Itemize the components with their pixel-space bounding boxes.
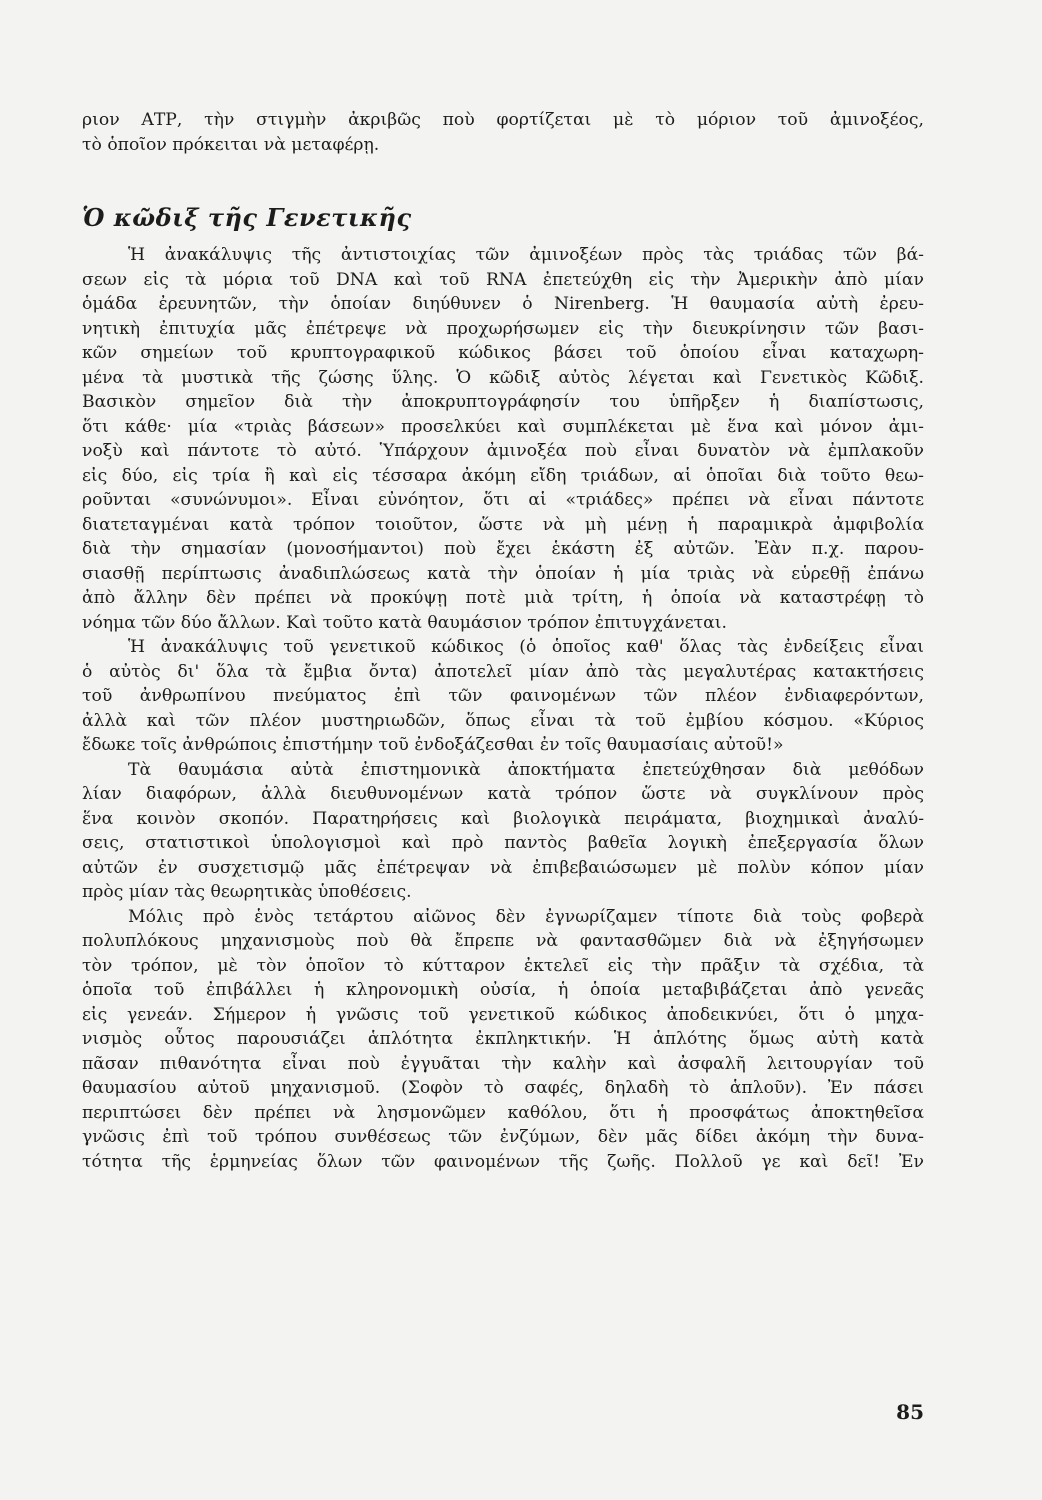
text-line: ἔδωκε τοῖς ἀνθρώποις ἐπιστήμην τοῦ ἐνδοξάζεσθαι ἐν τοῖς θαυμασίαις αὐτοῦ!» [82,735,784,755]
text-line: ὁ αὐτὸς δι' ὅλα τὰ ἔμβια ὄντα) ἀποτελεῖ μίαν ἀπὸ τὰς μεγαλυτέρας κατακτήσεις [82,661,924,682]
text-line: διατεταγμέναι κατὰ τρόπον τοιοῦτον, ὥστε νὰ μὴ μένῃ ἡ παραμικρὰ ἀμφιβολία [82,514,924,535]
text-line: εἰς δύο, εἰς τρία ἢ καὶ εἰς τέσσαρα ἀκόμη εἴδη τριάδων, αἱ ὁποῖαι διὰ τοῦτο θεω- [82,465,924,486]
section-heading: Ὁ κῶδιξ τῆς Γενετικῆς [82,203,412,232]
paragraph-2 [82,635,924,758]
text-line: μένα τὰ μυστικὰ τῆς ζώσης ὕλης. Ὁ κῶδιξ αὐτὸς λέγεται καὶ Γενετικὸς Κῶδιξ. [82,367,924,388]
text-line: πρὸς μίαν τὰς θεωρητικὰς ὑποθέσεις. [82,882,412,902]
text-line: ὁποῖα τοῦ ἐπιβάλλει ἡ κληρονομικὴ οὐσία, ἡ ὁποία μεταβιβάζεται ἀπὸ γενεᾶς [82,980,924,1000]
text-line: Μόλις πρὸ ἑνὸς τετάρτου αἰῶνος δὲν ἐγνωρίζαμεν τίποτε διὰ τοὺς φοβερὰ [128,906,924,927]
text-line: σιασθῇ περίπτωσις ἀναδιπλώσεως κατὰ τὴν ὁποίαν ἡ μία τριὰς νὰ εὑρεθῇ ἐπάνω [82,563,924,584]
text-line: πᾶσαν πιθανότητα εἶναι ποὺ ἐγγυᾶται τὴν καλὴν καὶ ἀσφαλῆ λειτουργίαν τοῦ [82,1053,924,1074]
text-line: αὐτῶν ἐν συσχετισμῷ μᾶς ἐπέτρεψαν νὰ ἐπιβεβαιώσωμεν μὲ πολὺν κόπον μίαν [82,857,924,878]
text-line: σεις, στατιστικοὶ ὑπολογισμοὶ καὶ πρὸ παντὸς βαθεῖα λογικὴ ἐπεξεργασία ὅλων [82,833,924,853]
text-line: νοξὺ καὶ πάντοτε τὸ αὐτό. Ὑπάρχουν ἀμινοξέα ποὺ εἶναι δυνατὸν νὰ ἐμπλακοῦν [82,441,924,461]
paragraph-1 [82,243,924,635]
paragraph-4 [82,905,924,1175]
text-line: νόημα τῶν δύο ἄλλων. Καὶ τοῦτο κατὰ θαυμάσιον τρόπον ἐπιτυγχάνεται. [82,612,727,633]
text-line: ἕνα κοινὸν σκοπόν. Παρατηρήσεις καὶ βιολογικὰ πειράματα, βιοχημικαὶ ἀναλύ- [82,808,924,829]
text-line: ἀλλὰ καὶ τῶν πλέον μυστηριωδῶν, ὅπως εἶναι τὰ τοῦ ἐμβίου κόσμου. «Κύριος [82,710,924,731]
text-line: εἰς γενεάν. Σήμερον ἡ γνῶσις τοῦ γενετικοῦ κώδικος ἀποδεικνύει, ὅτι ὁ μηχα- [82,1004,924,1025]
text-line: θαυμασίου αὐτοῦ μηχανισμοῦ. (Σοφὸν τὸ σαφές, δηλαδὴ τὸ ἁπλοῦν). Ἐν πάσει [82,1078,924,1098]
text-line: ἀπὸ ἄλλην δὲν πρέπει νὰ προκύψῃ ποτὲ μιὰ τρίτη, ἡ ὁποία νὰ καταστρέφῃ τὸ [82,588,924,608]
text-line: ριον ΑΤΡ, τὴν στιγμὴν ἀκριβῶς ποὺ φορτίζεται μὲ τὸ μόριον τοῦ ἀμινοξέος, [82,110,924,130]
text-line: λίαν διαφόρων, ἀλλὰ διευθυνομένων κατὰ τρόπον ὥστε νὰ συγκλίνουν πρὸς [82,784,924,804]
text-line: ὅτι κάθε· μία «τριὰς βάσεων» προσελκύει καὶ συμπλέκεται μὲ ἕνα καὶ μόνον ἀμι- [82,416,924,437]
text-line: Ἡ ἀνακάλυψις τῆς ἀντιστοιχίας τῶν ἀμινοξέων πρὸς τὰς τριάδας τῶν βά- [128,245,924,265]
text-line: κῶν σημείων τοῦ κρυπτογραφικοῦ κώδικος βάσει τοῦ ὁποίου εἶναι καταχωρη- [82,343,924,363]
text-line: πολυπλόκους μηχανισμοὺς ποὺ θὰ ἔπρεπε νὰ φαντασθῶμεν διὰ νὰ ἐξηγήσωμεν [82,931,924,951]
text-line: Ἡ ἀνακάλυψις τοῦ γενετικοῦ κώδικος (ὁ ὁποῖος καθ' ὅλας τὰς ἐνδείξεις εἶναι [128,637,924,657]
text-line: ροῦνται «συνώνυμοι». Εἶναι εὐνόητον, ὅτι αἱ «τριάδες» πρέπει νὰ εἶναι πάντοτε [82,490,924,510]
text-line: Βασικὸν σημεῖον διὰ τὴν ἀποκρυπτογράφησίν του ὑπῆρξεν ἡ διαπίστωσις, [82,392,924,412]
text-line: τότητα τῆς ἑρμηνείας ὅλων τῶν φαινομένων τῆς ζωῆς. Πολλοῦ γε καὶ δεῖ! Ἐν [82,1151,924,1172]
text-line: ὁμάδα ἐρευνητῶν, τὴν ὁποίαν διηύθυνεν ὁ Nirenberg. Ἡ θαυμασία αὐτὴ ἐρευ- [82,294,924,314]
text-line: γνῶσις ἐπὶ τοῦ τρόπου συνθέσεως τῶν ἐνζύμων, δὲν μᾶς δίδει ἀκόμη τὴν δυνα- [82,1127,924,1147]
text-line: σεων εἰς τὰ μόρια τοῦ DNA καὶ τοῦ RNA ἐπετεύχθη εἰς τὴν Ἀμερικὴν ἀπὸ μίαν [82,269,924,290]
text-line: Τὰ θαυμάσια αὐτὰ ἐπιστημονικὰ ἀποκτήματα ἐπετεύχθησαν διὰ μεθόδων [128,759,924,780]
text-line: νητικὴ ἐπιτυχία μᾶς ἐπέτρεψε νὰ προχωρήσωμεν εἰς τὴν διευκρίνησιν τῶν βασι- [82,318,924,339]
text-line: τὸ ὁποῖον πρόκειται νὰ μεταφέρῃ. [82,134,380,155]
text-line: διὰ τὴν σημασίαν (μονοσήμαντοι) ποὺ ἔχει ἑκάστη ἐξ αὐτῶν. Ἐὰν π.χ. παρου- [82,539,924,559]
text-line: τοῦ ἀνθρωπίνου πνεύματος ἐπὶ τῶν φαινομένων τῶν πλέον ἐνδιαφερόντων, [82,686,924,706]
intro-paragraph [82,108,924,157]
paragraph-3 [82,758,924,905]
book-page [82,108,924,1428]
text-line: νισμὸς οὗτος παρουσιάζει ἁπλότητα ἐκπληκτικήν. Ἡ ἁπλότης ὅμως αὐτὴ κατὰ [82,1029,924,1049]
page-number: 85 [896,1400,924,1424]
text-line: τὸν τρόπον, μὲ τὸν ὁποῖον τὸ κύτταρον ἐκτελεῖ εἰς τὴν πρᾶξιν τὰ σχέδια, τὰ [82,955,924,976]
text-line: περιπτώσει δὲν πρέπει νὰ λησμονῶμεν καθόλου, ὅτι ἡ προσφάτως ἀποκτηθεῖσα [82,1102,924,1123]
